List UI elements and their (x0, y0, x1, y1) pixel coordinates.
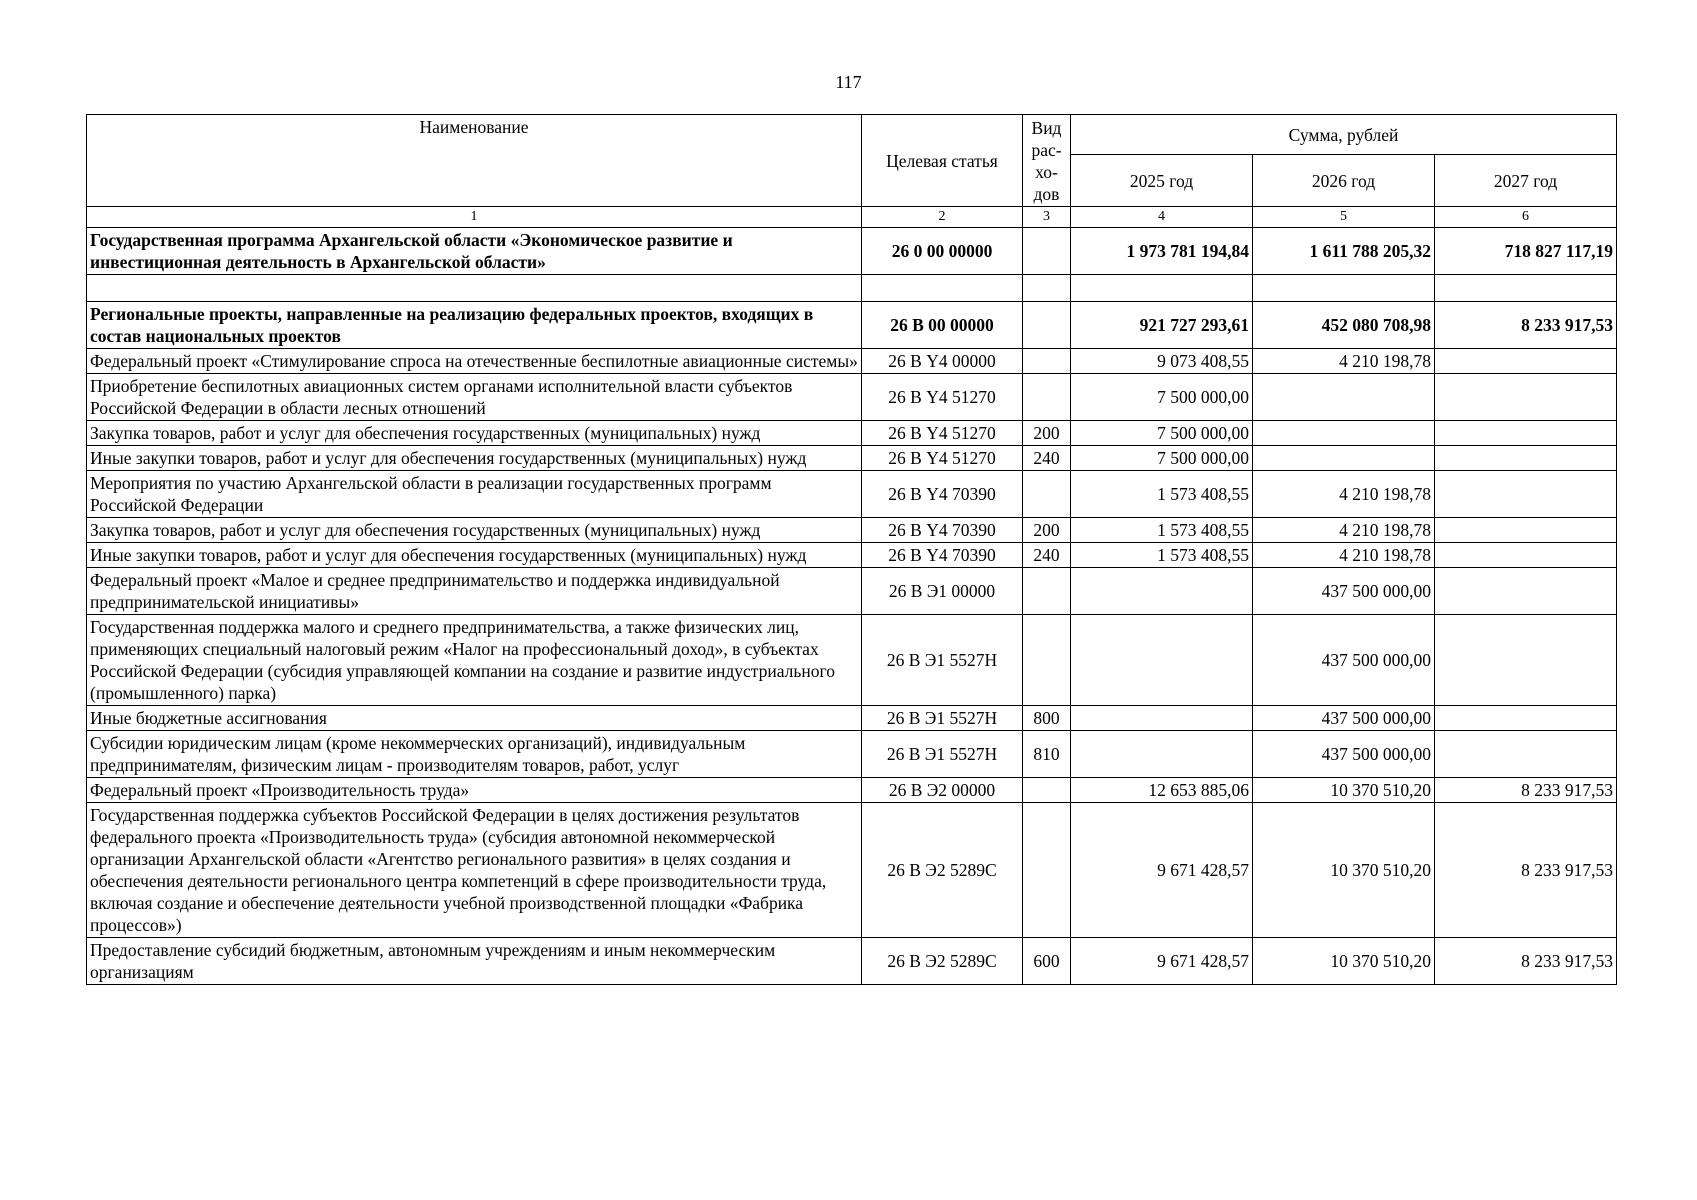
row-expense-type: 600 (1023, 938, 1071, 985)
row-amount-2025: 12 653 885,06 (1071, 778, 1253, 803)
header-2027: 2027 год (1435, 155, 1617, 207)
column-number: 2 (862, 207, 1023, 228)
row-name: Государственная программа Архангельской области «Экономическое развитие и инвестиционная деятельность в Архангельской области» (87, 228, 862, 275)
header-type: Вид рас-хо-дов (1023, 115, 1071, 207)
row-expense-type: 240 (1023, 446, 1071, 471)
row-amount-2026: 10 370 510,20 (1253, 803, 1435, 938)
row-amount-2027 (1435, 568, 1617, 615)
column-number-row (87, 207, 1617, 228)
row-name: Приобретение беспилотных авиационных систем органами исполнительной власти субъектов Российской Федерации в области лесных отношений (87, 374, 862, 421)
row-target-code: 26 В Э1 5527Н (862, 731, 1023, 778)
table-row (87, 446, 1617, 471)
row-amount-2026: 437 500 000,00 (1253, 568, 1435, 615)
row-expense-type (1023, 228, 1071, 275)
row-expense-type (1023, 471, 1071, 518)
row-amount-2025 (1071, 731, 1253, 778)
row-amount-2025: 9 073 408,55 (1071, 349, 1253, 374)
table-row (87, 778, 1617, 803)
row-amount-2025: 7 500 000,00 (1071, 446, 1253, 471)
row-amount-2027 (1435, 518, 1617, 543)
row-expense-type: 200 (1023, 421, 1071, 446)
header-target: Целевая статья (862, 115, 1023, 207)
row-expense-type: 240 (1023, 543, 1071, 568)
row-amount-2026: 437 500 000,00 (1253, 615, 1435, 706)
row-amount-2025 (1071, 275, 1253, 302)
row-amount-2025: 1 973 781 194,84 (1071, 228, 1253, 275)
row-expense-type (1023, 275, 1071, 302)
row-amount-2027: 8 233 917,53 (1435, 803, 1617, 938)
row-amount-2025: 7 500 000,00 (1071, 374, 1253, 421)
budget-table (86, 114, 1617, 985)
row-name (87, 275, 862, 302)
row-name: Иные закупки товаров, работ и услуг для обеспечения государственных (муниципальных) нужд (87, 543, 862, 568)
table-row (87, 543, 1617, 568)
row-amount-2027 (1435, 471, 1617, 518)
row-amount-2025: 9 671 428,57 (1071, 803, 1253, 938)
row-amount-2025: 9 671 428,57 (1071, 938, 1253, 985)
row-target-code: 26 В Y4 70390 (862, 518, 1023, 543)
row-amount-2027 (1435, 731, 1617, 778)
row-amount-2025: 1 573 408,55 (1071, 471, 1253, 518)
row-amount-2026 (1253, 374, 1435, 421)
row-amount-2026: 4 210 198,78 (1253, 349, 1435, 374)
row-amount-2025 (1071, 568, 1253, 615)
table-header (87, 115, 1617, 207)
row-amount-2027 (1435, 706, 1617, 731)
row-name: Закупка товаров, работ и услуг для обеспечения государственных (муниципальных) нужд (87, 421, 862, 446)
row-name: Предоставление субсидий бюджетным, автономным учреждениям и иным некоммерческим организациям (87, 938, 862, 985)
row-amount-2027: 8 233 917,53 (1435, 778, 1617, 803)
row-expense-type: 810 (1023, 731, 1071, 778)
table-row (87, 803, 1617, 938)
row-amount-2027: 718 827 117,19 (1435, 228, 1617, 275)
row-amount-2027 (1435, 421, 1617, 446)
row-target-code: 26 В Э2 5289С (862, 803, 1023, 938)
row-amount-2026: 437 500 000,00 (1253, 731, 1435, 778)
row-expense-type (1023, 349, 1071, 374)
row-amount-2027 (1435, 543, 1617, 568)
row-target-code: 26 В Э1 5527Н (862, 706, 1023, 731)
column-number: 5 (1253, 207, 1435, 228)
row-expense-type (1023, 302, 1071, 349)
table-row (87, 731, 1617, 778)
row-expense-type: 800 (1023, 706, 1071, 731)
row-target-code: 26 В Э2 00000 (862, 778, 1023, 803)
row-amount-2027 (1435, 275, 1617, 302)
row-target-code (862, 275, 1023, 302)
table-row (87, 302, 1617, 349)
row-amount-2027 (1435, 349, 1617, 374)
header-2026: 2026 год (1253, 155, 1435, 207)
table-row (87, 275, 1617, 302)
row-amount-2026: 437 500 000,00 (1253, 706, 1435, 731)
row-amount-2026: 452 080 708,98 (1253, 302, 1435, 349)
row-amount-2026 (1253, 446, 1435, 471)
row-target-code: 26 В Y4 51270 (862, 421, 1023, 446)
row-target-code: 26 В Y4 51270 (862, 446, 1023, 471)
row-name: Государственная поддержка субъектов Российской Федерации в целях достижения результатов федерального проекта «Производительность труда» (субсидия автономной некоммерческой организации Архангельской области «Агентство регионального развития» в целях создания и обеспечения деятельности регионального центра компетенций в сфере производительности труда, включая создание и обеспечение деятельности учебной производственной площадки «Фабрика процессов») (87, 803, 862, 938)
row-amount-2026 (1253, 275, 1435, 302)
row-expense-type: 200 (1023, 518, 1071, 543)
row-name: Закупка товаров, работ и услуг для обеспечения государственных (муниципальных) нужд (87, 518, 862, 543)
row-target-code: 26 0 00 00000 (862, 228, 1023, 275)
row-amount-2026: 10 370 510,20 (1253, 778, 1435, 803)
row-target-code: 26 В Y4 00000 (862, 349, 1023, 374)
row-name: Федеральный проект «Производительность труда» (87, 778, 862, 803)
column-number: 4 (1071, 207, 1253, 228)
table-row (87, 471, 1617, 518)
table-row (87, 374, 1617, 421)
row-amount-2025: 1 573 408,55 (1071, 543, 1253, 568)
row-name: Субсидии юридическим лицам (кроме некоммерческих организаций), индивидуальным предпринимателям, физическим лицам - производителям товаров, работ, услуг (87, 731, 862, 778)
row-expense-type (1023, 615, 1071, 706)
row-name: Мероприятия по участию Архангельской области в реализации государственных программ Российской Федерации (87, 471, 862, 518)
row-amount-2027: 8 233 917,53 (1435, 302, 1617, 349)
page-number: 117 (835, 72, 862, 92)
row-amount-2026 (1253, 421, 1435, 446)
row-amount-2025 (1071, 706, 1253, 731)
row-expense-type (1023, 568, 1071, 615)
row-name: Региональные проекты, направленные на реализацию федеральных проектов, входящих в состав национальных проектов (87, 302, 862, 349)
table-row (87, 228, 1617, 275)
row-expense-type (1023, 374, 1071, 421)
row-target-code: 26 В Y4 51270 (862, 374, 1023, 421)
header-sum: Сумма, рублей (1071, 115, 1617, 155)
row-expense-type (1023, 803, 1071, 938)
table-row (87, 518, 1617, 543)
row-name: Иные бюджетные ассигнования (87, 706, 862, 731)
row-name: Иные закупки товаров, работ и услуг для обеспечения государственных (муниципальных) нужд (87, 446, 862, 471)
column-number: 3 (1023, 207, 1071, 228)
row-target-code: 26 В Э1 00000 (862, 568, 1023, 615)
row-amount-2026: 1 611 788 205,32 (1253, 228, 1435, 275)
table-row (87, 421, 1617, 446)
row-amount-2026: 10 370 510,20 (1253, 938, 1435, 985)
row-amount-2025 (1071, 615, 1253, 706)
row-target-code: 26 В Y4 70390 (862, 471, 1023, 518)
row-expense-type (1023, 778, 1071, 803)
row-amount-2027 (1435, 446, 1617, 471)
row-name: Федеральный проект «Стимулирование спроса на отечественные беспилотные авиационные системы» (87, 349, 862, 374)
row-amount-2027: 8 233 917,53 (1435, 938, 1617, 985)
table-row (87, 615, 1617, 706)
header-name: Наименование (87, 115, 862, 207)
table-row (87, 938, 1617, 985)
row-target-code: 26 В Y4 70390 (862, 543, 1023, 568)
row-target-code: 26 В Э1 5527Н (862, 615, 1023, 706)
header-2025: 2025 год (1071, 155, 1253, 207)
row-name: Федеральный проект «Малое и среднее предпринимательство и поддержка индивидуальной предпринимательской инициативы» (87, 568, 862, 615)
row-amount-2025: 1 573 408,55 (1071, 518, 1253, 543)
table-row (87, 349, 1617, 374)
row-target-code: 26 В 00 00000 (862, 302, 1023, 349)
row-name: Государственная поддержка малого и среднего предпринимательства, а также физических лиц, применяющих специальный налоговый режим «Налог на профессиональный доход», в субъектах Российской Федерации (субсидия управляющей компании на создание и развитие индустриального (промышленного) парка) (87, 615, 862, 706)
row-amount-2027 (1435, 374, 1617, 421)
table-body (87, 207, 1617, 985)
row-amount-2026: 4 210 198,78 (1253, 518, 1435, 543)
column-number: 1 (87, 207, 862, 228)
row-amount-2026: 4 210 198,78 (1253, 471, 1435, 518)
column-number: 6 (1435, 207, 1617, 228)
row-amount-2025: 7 500 000,00 (1071, 421, 1253, 446)
row-amount-2026: 4 210 198,78 (1253, 543, 1435, 568)
table-row (87, 706, 1617, 731)
row-amount-2027 (1435, 615, 1617, 706)
row-amount-2025: 921 727 293,61 (1071, 302, 1253, 349)
row-target-code: 26 В Э2 5289С (862, 938, 1023, 985)
table-row (87, 568, 1617, 615)
